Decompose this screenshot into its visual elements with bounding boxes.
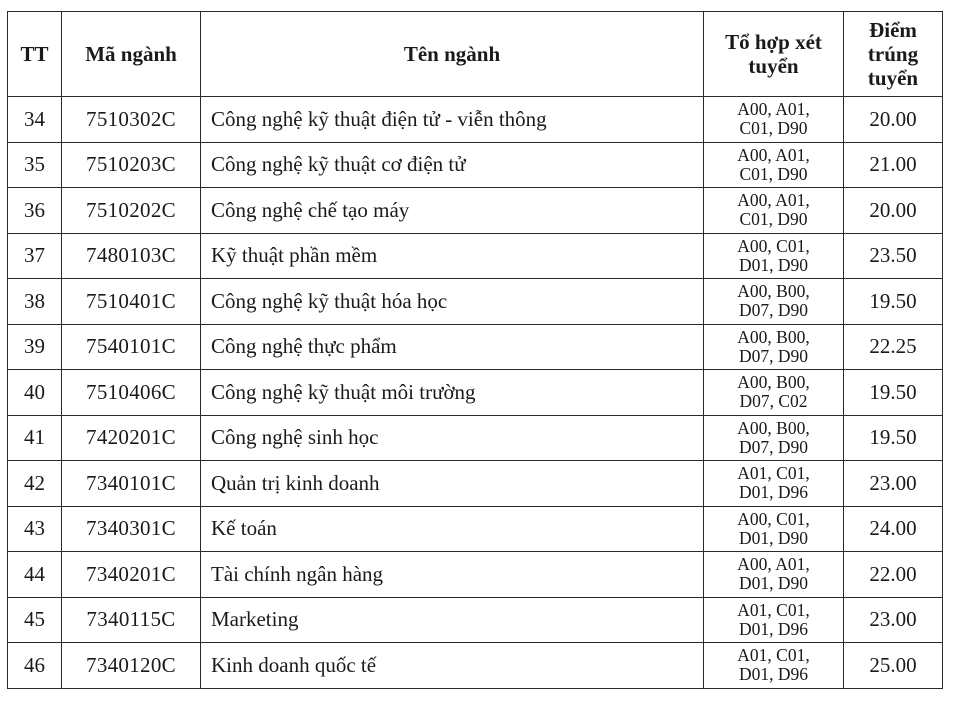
row-combination-line2: C01, D90 (739, 209, 808, 230)
row-name: Công nghệ thực phẩm (201, 324, 704, 370)
row-code: 7510202C (62, 188, 201, 234)
row-combination-line1: A00, A01, (737, 99, 810, 120)
row-score: 21.00 (844, 142, 943, 188)
row-tt: 42 (8, 461, 62, 507)
row-score: 19.50 (844, 415, 943, 461)
header-code: Mã ngành (62, 12, 201, 97)
table-row (8, 188, 943, 234)
row-name: Công nghệ kỹ thuật môi trường (201, 370, 704, 416)
row-combination-line1: A00, B00, (737, 281, 810, 302)
row-combination-line1: A01, C01, (737, 645, 810, 666)
row-combination-line2: D07, D90 (738, 345, 809, 366)
row-combination-line2: D01, D96 (738, 482, 809, 503)
table-row (8, 142, 943, 188)
row-combination-line1: A00, B00, (737, 372, 810, 393)
row-score: 20.00 (844, 97, 943, 143)
table-row (8, 233, 943, 279)
row-combination-line2: C01, D90 (739, 118, 808, 139)
row-tt: 38 (8, 279, 62, 325)
row-combination-line1: A01, C01, (737, 599, 810, 620)
row-code: 7480103C (62, 233, 201, 279)
row-code: 7340301C (62, 506, 201, 552)
row-score: 24.00 (844, 506, 943, 552)
row-tt: 44 (8, 552, 62, 598)
header-combination (704, 12, 844, 97)
row-tt: 45 (8, 597, 62, 643)
row-name: Kỹ thuật phần mềm (201, 233, 704, 279)
row-score: 22.25 (844, 324, 943, 370)
row-tt: 46 (8, 643, 62, 689)
table-row (8, 370, 943, 416)
row-combination (704, 506, 844, 552)
row-combination-line2: C01, D90 (739, 163, 808, 184)
row-tt: 37 (8, 233, 62, 279)
table-row (8, 506, 943, 552)
table-row (8, 552, 943, 598)
row-combination-line1: A00, A01, (737, 554, 810, 575)
row-combination-line1: A00, A01, (737, 144, 810, 165)
row-combination-line1: A01, C01, (737, 463, 810, 484)
row-combination (704, 233, 844, 279)
row-combination-line1: A00, B00, (737, 326, 810, 347)
row-name: Công nghệ kỹ thuật cơ điện tử (201, 142, 704, 188)
header-tt: TT (8, 12, 62, 97)
row-score: 19.50 (844, 279, 943, 325)
table-row (8, 461, 943, 507)
row-name: Tài chính ngân hàng (201, 552, 704, 598)
row-combination (704, 279, 844, 325)
table-row (8, 643, 943, 689)
table-header-row (8, 12, 943, 97)
header-score-line1: Điểm (869, 18, 917, 42)
row-combination-line2: D07, C02 (739, 391, 808, 412)
row-combination (704, 188, 844, 234)
row-combination-line1: A00, B00, (737, 417, 810, 438)
row-score: 22.00 (844, 552, 943, 598)
row-code: 7340115C (62, 597, 201, 643)
row-score: 23.50 (844, 233, 943, 279)
header-score (844, 12, 943, 97)
row-tt: 39 (8, 324, 62, 370)
row-code: 7510203C (62, 142, 201, 188)
row-tt: 43 (8, 506, 62, 552)
row-name: Công nghệ sinh học (201, 415, 704, 461)
row-combination (704, 97, 844, 143)
row-code: 7420201C (62, 415, 201, 461)
row-name: Công nghệ chế tạo máy (201, 188, 704, 234)
row-combination-line1: A00, C01, (737, 508, 810, 529)
header-name: Tên ngành (201, 12, 704, 97)
header-combination-line1: Tổ hợp xét (725, 30, 822, 54)
row-code: 7510406C (62, 370, 201, 416)
header-combination-line2: tuyển (748, 54, 799, 78)
row-combination (704, 324, 844, 370)
row-code: 7340201C (62, 552, 201, 598)
row-combination-line2: D01, D96 (738, 664, 809, 685)
table-row (8, 324, 943, 370)
row-code: 7340101C (62, 461, 201, 507)
row-tt: 34 (8, 97, 62, 143)
row-combination (704, 643, 844, 689)
row-combination-line1: A00, C01, (737, 235, 810, 256)
row-combination-line2: D01, D90 (738, 573, 809, 594)
row-score: 23.00 (844, 461, 943, 507)
row-combination-line2: D07, D90 (738, 436, 809, 457)
row-name: Kế toán (201, 506, 704, 552)
header-score-line3: tuyển (867, 66, 919, 90)
table-row (8, 597, 943, 643)
row-name: Công nghệ kỹ thuật hóa học (201, 279, 704, 325)
row-combination-line2: D01, D90 (738, 254, 809, 275)
table-row (8, 279, 943, 325)
row-tt: 40 (8, 370, 62, 416)
row-name: Marketing (201, 597, 704, 643)
row-combination-line2: D01, D96 (738, 618, 809, 639)
row-name: Công nghệ kỹ thuật điện tử - viễn thông (201, 97, 704, 143)
admission-scores-table (7, 11, 943, 689)
row-combination (704, 461, 844, 507)
row-combination-line1: A00, A01, (737, 190, 810, 211)
row-score: 20.00 (844, 188, 943, 234)
row-tt: 41 (8, 415, 62, 461)
row-code: 7510302C (62, 97, 201, 143)
row-name: Quản trị kinh doanh (201, 461, 704, 507)
row-combination (704, 552, 844, 598)
table-row (8, 415, 943, 461)
row-combination (704, 142, 844, 188)
row-tt: 36 (8, 188, 62, 234)
row-tt: 35 (8, 142, 62, 188)
row-code: 7340120C (62, 643, 201, 689)
row-combination-line2: D07, D90 (738, 300, 809, 321)
header-score-line2: trúng (867, 42, 919, 66)
row-code: 7540101C (62, 324, 201, 370)
row-score: 25.00 (844, 643, 943, 689)
row-code: 7510401C (62, 279, 201, 325)
table-row (8, 97, 943, 143)
row-score: 23.00 (844, 597, 943, 643)
row-combination (704, 415, 844, 461)
row-score: 19.50 (844, 370, 943, 416)
row-combination (704, 597, 844, 643)
row-name: Kinh doanh quốc tế (201, 643, 704, 689)
row-combination-line2: D01, D90 (738, 527, 809, 548)
row-combination (704, 370, 844, 416)
